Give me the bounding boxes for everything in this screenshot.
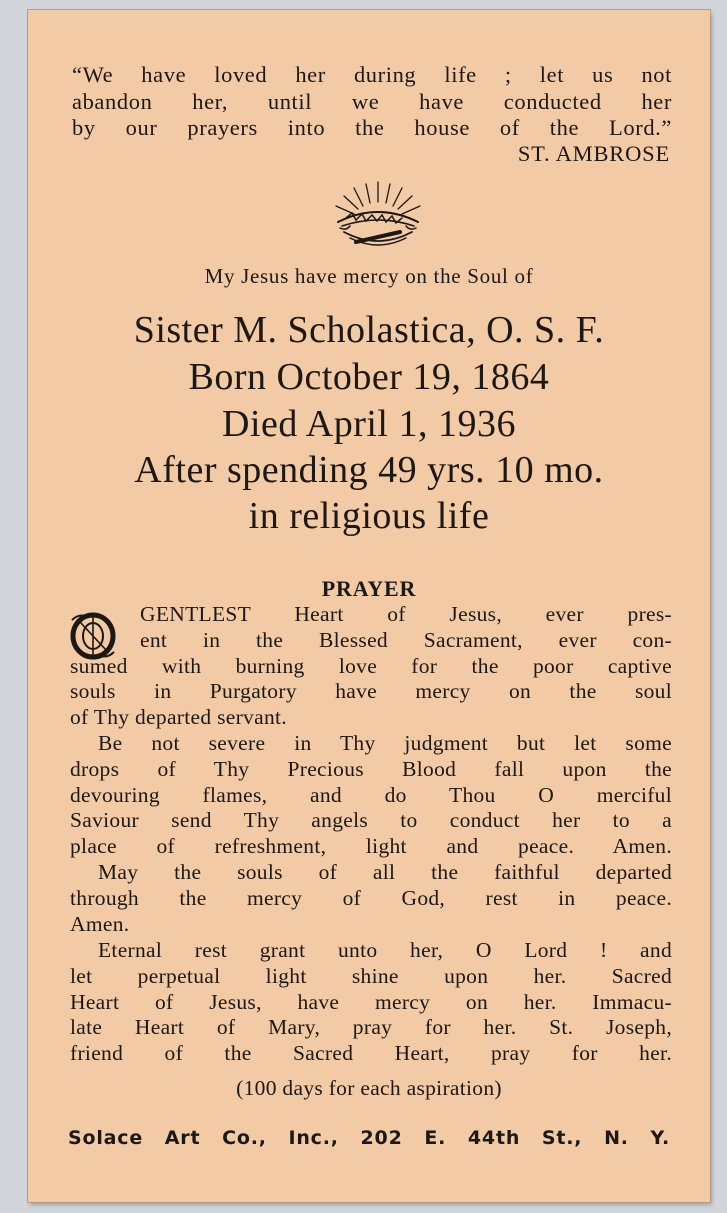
indulgence-note: (100 days for each aspiration) (236, 1076, 502, 1100)
religious-life: in religious life (248, 495, 490, 537)
prayer-paragraph-4 (70, 938, 672, 1067)
intro-line: My Jesus have mercy on the Soul of (204, 264, 534, 288)
prayer-paragraph-1 (70, 602, 672, 731)
prayer-line: May the souls of all the faithful departed (98, 860, 672, 884)
prayer-line: let perpetual light shine upon her. Sacred (70, 963, 672, 988)
prayer-line: GENTLEST Heart of Jesus, ever pres- (140, 602, 672, 626)
prayer-line: sumed with burning love for the poor captive (70, 653, 672, 678)
prayer-line: souls in Purgatory have mercy on the soul (70, 679, 672, 704)
prayer-title: PRAYER (321, 576, 417, 601)
prayer-paragraph-2 (70, 731, 672, 860)
prayer-line: friend of the Sacred Heart, pray for her. (70, 1041, 672, 1066)
quote-line: “We have loved her during life ; let us not (72, 62, 672, 87)
birth-date: Born October 19, 1864 (188, 356, 550, 398)
prayer-line: Be not severe in Thy judgment but let some (98, 731, 672, 755)
prayer-line: Heart of Jesus, have mercy on her. Immacu- (70, 989, 672, 1014)
ambrose-quote (72, 62, 672, 142)
quote-line: abandon her, until we have conducted her (72, 88, 672, 114)
prayer-line: drops of Thy Precious Blood fall upon the (70, 756, 672, 781)
prayer-line: through the mercy of God, rest in peace. (70, 885, 672, 910)
publisher-imprint: Solace Art Co., Inc., 202 E. 44th St., N. Y. (68, 1127, 670, 1149)
prayer-paragraph-3 (70, 860, 672, 937)
prayer-line: place of refreshment, light and peace. Amen. (70, 834, 672, 859)
prayer-line: of Thy departed servant. (70, 705, 287, 730)
crown-of-thorns-icon (316, 178, 440, 268)
death-date: Died April 1, 1936 (222, 403, 516, 445)
prayer-line: Eternal rest grant unto her, O Lord ! and (98, 938, 672, 962)
prayer-line: ent in the Blessed Sacrament, ever con- (140, 627, 672, 652)
prayer-line: late Heart of Mary, pray for her. St. Joseph, (70, 1015, 672, 1040)
prayer-line: Saviour send Thy angels to conduct her to a (70, 808, 672, 833)
quote-attribution: ST. AMBROSE (517, 141, 670, 166)
memorial-card (28, 10, 710, 1202)
quote-line: by our prayers into the house of the Lord.” (72, 115, 672, 140)
deceased-name: Sister M. Scholastica, O. S. F. (133, 309, 605, 351)
service-length: After spending 49 yrs. 10 mo. (134, 449, 604, 491)
prayer-line: devouring flames, and do Thou O merciful (70, 782, 672, 807)
prayer-line: Amen. (70, 911, 130, 936)
